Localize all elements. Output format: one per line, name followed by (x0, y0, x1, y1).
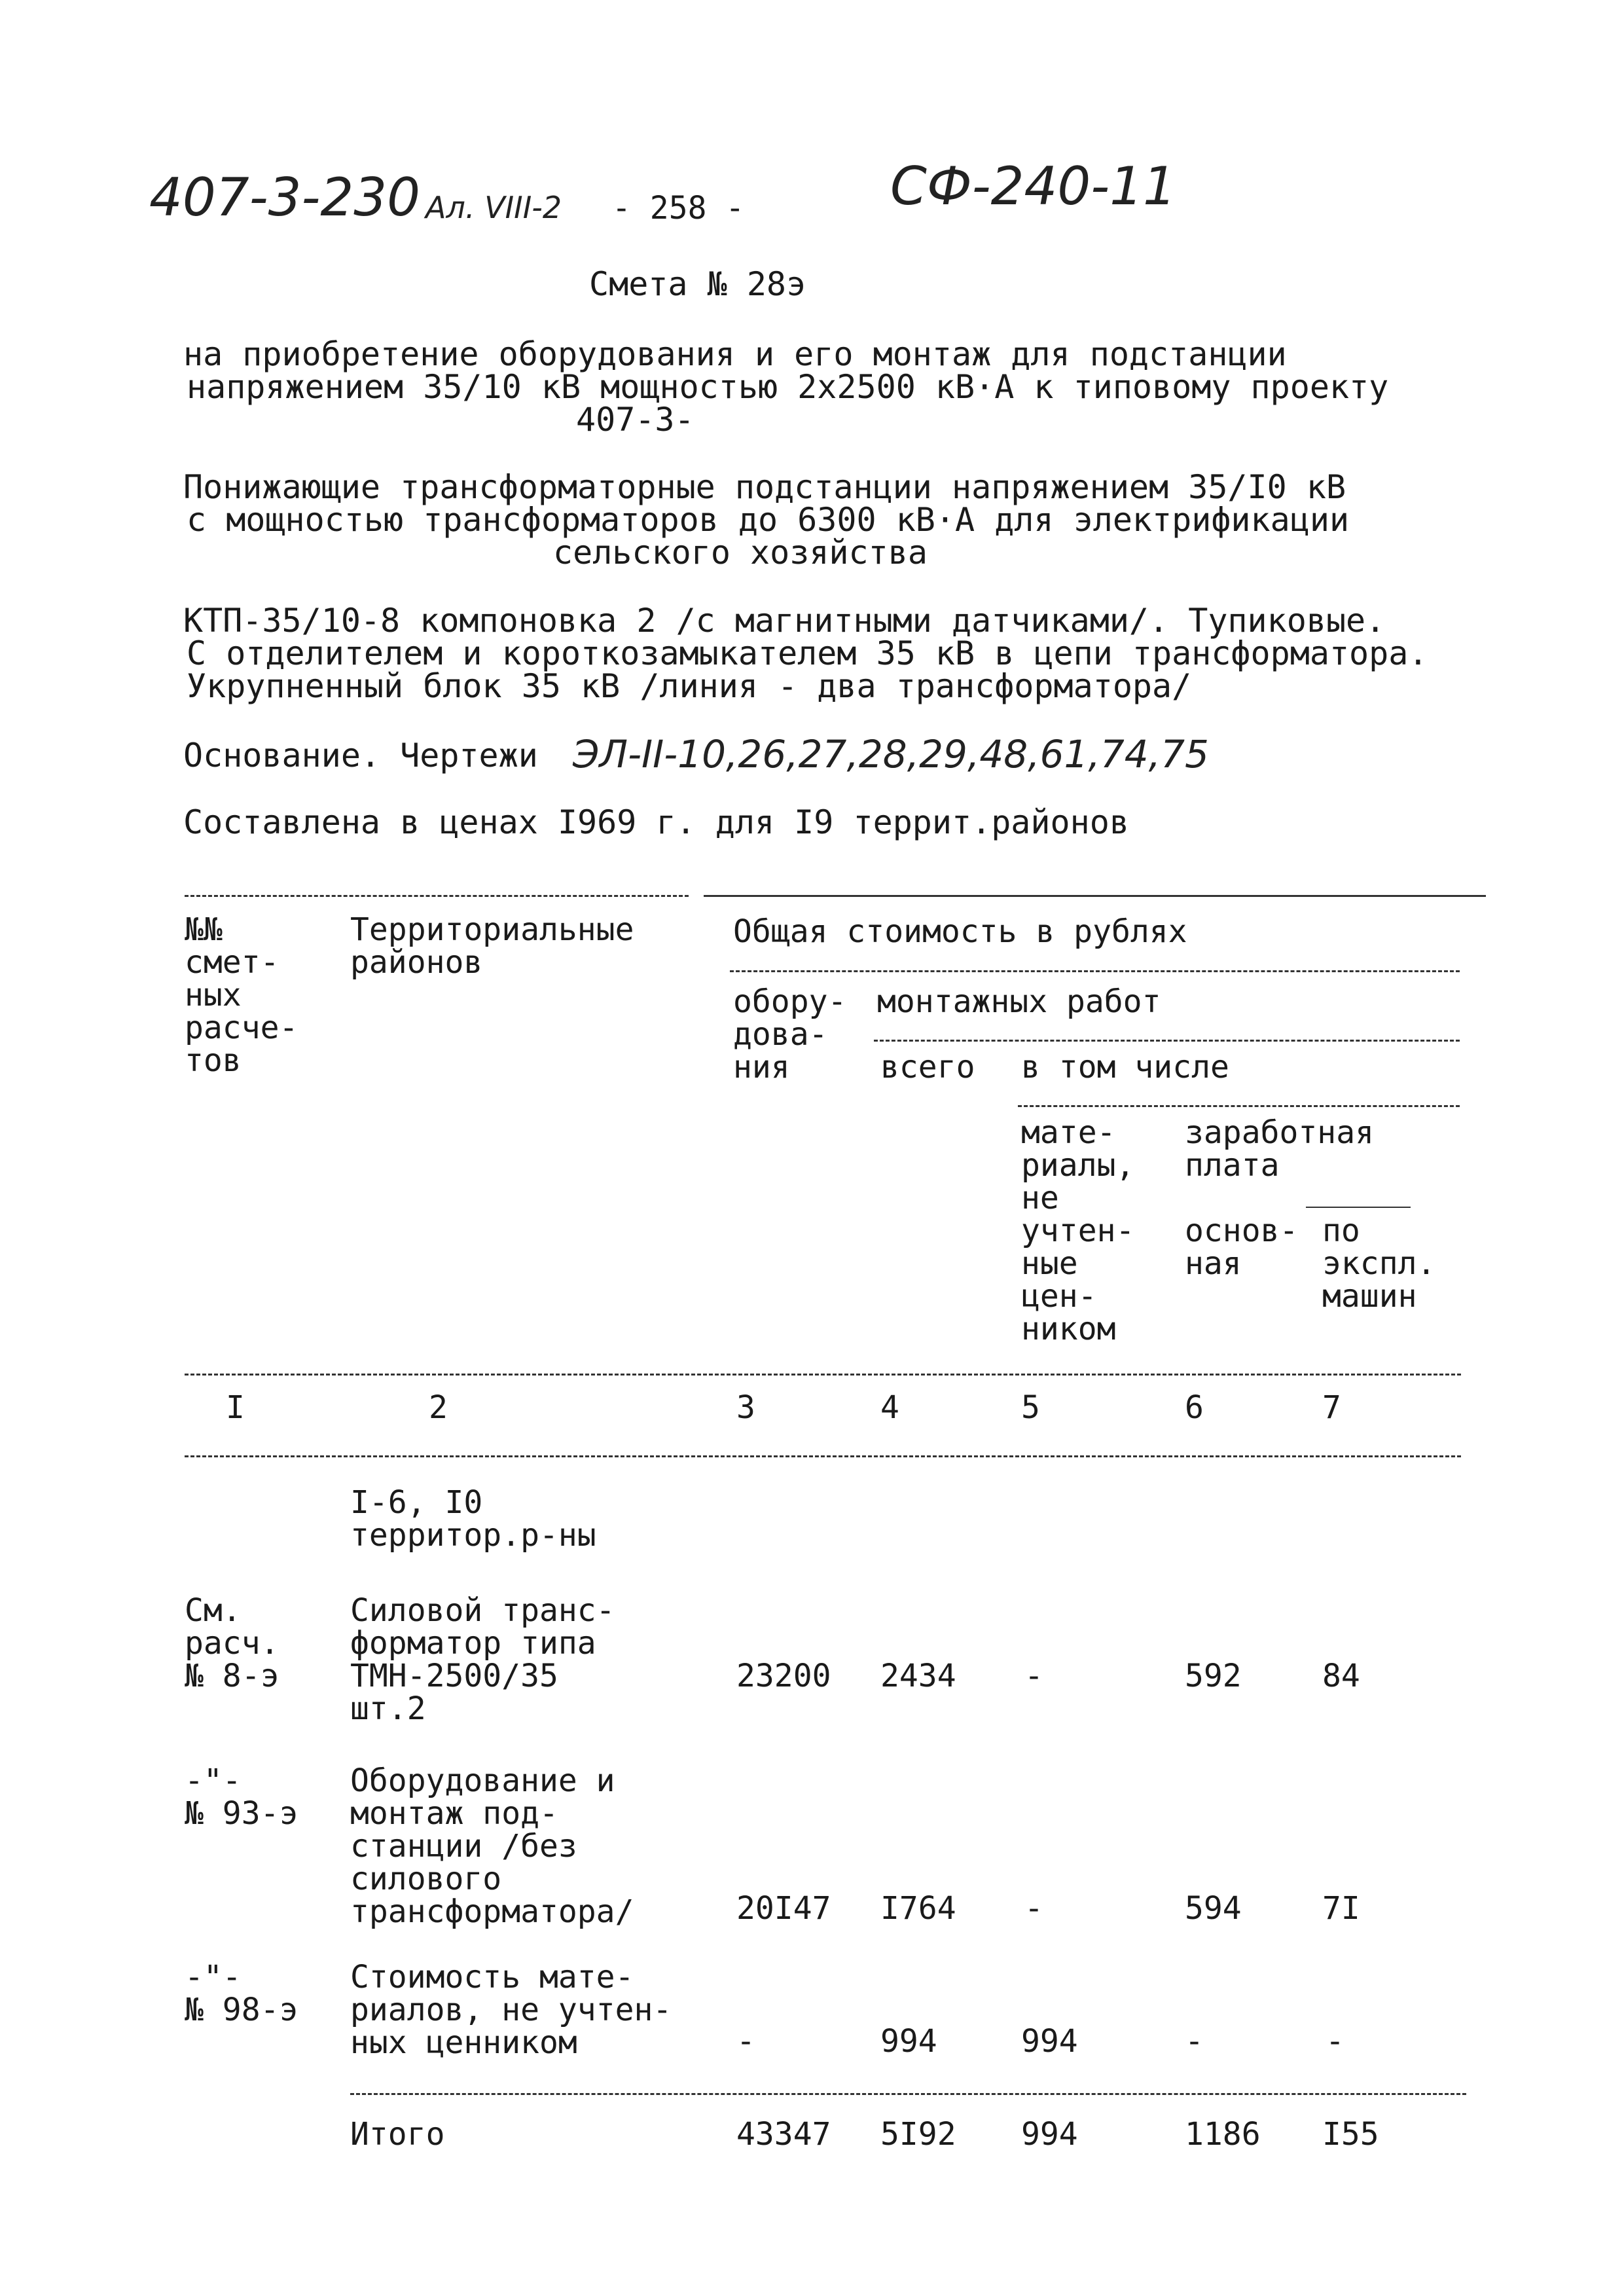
rule-col-numbers-bottom (185, 1455, 1461, 1457)
row-1-name: Силовой транс- форматор типа ТМН-2500/35 шт.2 (350, 1592, 615, 1727)
rule-under-install (874, 1040, 1460, 1042)
row-1-basic: 592 (1185, 1658, 1242, 1694)
row-3-ref: -"- № 98-э (185, 1959, 298, 2028)
rule-header-bottom (185, 1374, 1461, 1376)
header-total-cost: Общая стоимость в рублях (733, 913, 1187, 950)
total-equipment: 43347 (736, 2116, 831, 2153)
rule-under-total-cost (730, 970, 1460, 972)
row-3-total: 994 (880, 2023, 937, 2060)
row-3-name: Стоимость мате- риалов, не учтен- ных ценником (350, 1959, 672, 2061)
col-number-1: I (226, 1389, 245, 1426)
header-estimate-numbers: №№ смет- ных расче- тов (185, 911, 298, 1079)
col-number-4: 4 (880, 1389, 899, 1426)
col-number-5: 5 (1021, 1389, 1040, 1426)
rule-under-incl (1018, 1105, 1460, 1107)
header-territorial-regions: Территориальные районов (350, 911, 634, 981)
row-1-machines: 84 (1322, 1658, 1360, 1694)
row-2-basic: 594 (1185, 1890, 1242, 1927)
table-top-rule-left (185, 895, 689, 897)
header-basic-wages: основ- ная (1185, 1212, 1299, 1282)
row-1-ref: См. расч. № 8-э (185, 1592, 280, 1694)
header-materials: мате- риалы, не учтен- ные цен- ником (1021, 1114, 1135, 1347)
row-2-ref: -"- № 93-э (185, 1762, 298, 1832)
col-number-3: 3 (736, 1389, 755, 1426)
rule-under-wages (1306, 1207, 1411, 1208)
total-total: 5I92 (880, 2116, 956, 2153)
region-heading: I-6, I0 территор.р-ны (350, 1484, 596, 1554)
row-3-equipment: - (736, 2023, 755, 2060)
table-top-rule-right (704, 895, 1486, 897)
document-code: 407-3-230 (149, 167, 421, 228)
description-line-3: сельского хозяйства (553, 534, 928, 572)
description-line-1: Понижающие трансформаторные подстанции напряжением 35/I0 кВ (183, 468, 1346, 506)
total-basic: 1186 (1185, 2116, 1261, 2153)
row-3-materials: 994 (1021, 2023, 1078, 2060)
row-2-name: Оборудование и монтаж под- станции /без силового трансформатора/ (350, 1762, 634, 1930)
header-total: всего (880, 1049, 975, 1085)
inventory-number: СФ-240-11 (890, 156, 1176, 217)
row-1-equipment: 23200 (736, 1658, 831, 1694)
title-line-2: напряжением 35/10 кВ мощностью 2х2500 кВ·А к типовому проекту (187, 368, 1389, 406)
total-machines: I55 (1322, 2116, 1379, 2153)
row-3-machines: - (1326, 2023, 1344, 2060)
header-wages: заработная плата (1185, 1114, 1374, 1184)
ktp-line-1: КТП-35/10-8 компоновка 2 /с магнитными датчиками/. Тупиковые. (183, 602, 1386, 640)
header-install-works: монтажных работ (877, 983, 1161, 1020)
description-line-2: с мощностью трансформаторов до 6300 кВ·А для электрификации (187, 501, 1350, 539)
header-machine-wages: по экспл. машин (1322, 1212, 1436, 1315)
page-number: - 258 - (612, 190, 745, 227)
header-including: в том числе (1021, 1049, 1229, 1085)
header-equipment: обору- дова- ния (733, 983, 847, 1085)
row-2-total: I764 (880, 1890, 956, 1927)
col-number-6: 6 (1185, 1389, 1204, 1426)
basis-drawings: ЭЛ-II-10,26,27,28,29,48,61,74,75 (573, 732, 1209, 776)
estimate-title: Смета № 28э (589, 265, 806, 303)
row-3-basic: - (1185, 2023, 1204, 2060)
ktp-line-3: Укрупненный блок 35 кВ /линия - два трансформатора/ (187, 667, 1192, 705)
ktp-line-2: С отделителем и короткозамыкателем 35 кВ в цепи трансформатора. (187, 634, 1428, 672)
row-2-materials: - (1024, 1890, 1043, 1927)
basis-label: Основание. Чертежи (183, 737, 538, 774)
title-line-1: на приобретение оборудования и его монтаж для подстанции (183, 335, 1287, 373)
album-number: Ал. VIII-2 (425, 190, 562, 225)
total-materials: 994 (1021, 2116, 1078, 2153)
row-2-equipment: 20I47 (736, 1890, 831, 1927)
rule-before-total (350, 2093, 1466, 2095)
col-number-7: 7 (1322, 1389, 1341, 1426)
row-2-machines: 7I (1322, 1890, 1360, 1927)
prices-note: Составлена в ценах I969 г. для I9 террит.районов (183, 803, 1129, 841)
total-label: Итого (350, 2116, 445, 2153)
row-1-total: 2434 (880, 1658, 956, 1694)
title-line-3: 407-3- (576, 401, 695, 439)
col-number-2: 2 (429, 1389, 448, 1426)
row-1-materials: - (1024, 1658, 1043, 1694)
